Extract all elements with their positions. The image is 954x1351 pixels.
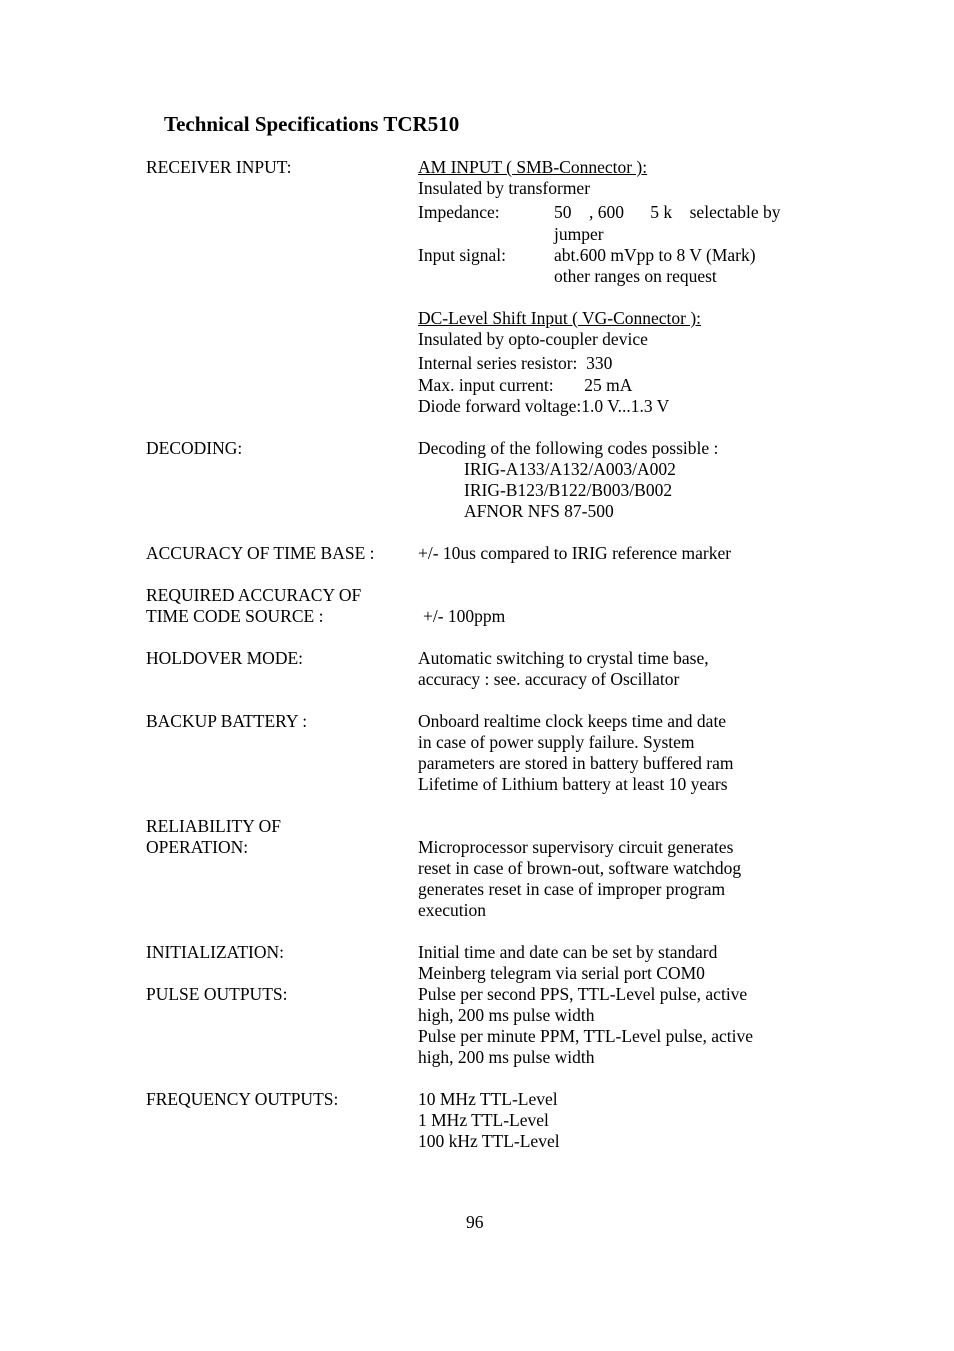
pulse-outputs-label: PULSE OUTPUTS: bbox=[146, 984, 288, 1004]
backup-battery-line: parameters are stored in battery buffered ram bbox=[418, 753, 734, 773]
frequency-outputs-label: FREQUENCY OUTPUTS: bbox=[146, 1089, 339, 1109]
required-accuracy-label-cont: TIME CODE SOURCE : bbox=[146, 606, 324, 626]
accuracy-value: +/- 10us compared to IRIG reference marker bbox=[418, 543, 732, 563]
holdover-line: accuracy : see. accuracy of Oscillator bbox=[418, 669, 680, 689]
input-signal-value-cont: other ranges on request bbox=[554, 266, 717, 286]
reliability-label: RELIABILITY OF bbox=[146, 816, 281, 836]
initialization-label: INITIALIZATION: bbox=[146, 942, 285, 962]
reliability-line: Microprocessor supervisory circuit generates bbox=[418, 837, 734, 857]
reliability-line: reset in case of brown-out, software watchdog bbox=[418, 858, 742, 878]
frequency-outputs-line: 100 kHz TTL-Level bbox=[418, 1131, 560, 1151]
decoding-line: Decoding of the following codes possible : bbox=[418, 438, 719, 458]
backup-battery-label: BACKUP BATTERY : bbox=[146, 711, 308, 731]
dc-input-line: Max. input current: 25 mA bbox=[418, 375, 633, 395]
decoding-code: IRIG-B123/B122/B003/B002 bbox=[464, 480, 673, 500]
pulse-outputs-line: Pulse per minute PPM, TTL-Level pulse, active bbox=[418, 1026, 754, 1046]
decoding-code: AFNOR NFS 87-500 bbox=[464, 501, 614, 521]
frequency-outputs-line: 1 MHz TTL-Level bbox=[418, 1110, 549, 1130]
dc-input-heading: DC-Level Shift Input ( VG-Connector ): bbox=[418, 308, 702, 328]
input-signal-value: abt.600 mVpp to 8 V (Mark) bbox=[554, 245, 756, 265]
dc-input-line: Insulated by opto-coupler device bbox=[418, 329, 648, 349]
pulse-outputs-line: high, 200 ms pulse width bbox=[418, 1047, 595, 1067]
required-accuracy-label: REQUIRED ACCURACY OF bbox=[146, 585, 362, 605]
decoding-code: IRIG-A133/A132/A003/A002 bbox=[464, 459, 676, 479]
dc-input-line: Internal series resistor: 330 bbox=[418, 353, 613, 373]
input-signal-label: Input signal: bbox=[418, 245, 506, 265]
holdover-label: HOLDOVER MODE: bbox=[146, 648, 304, 668]
dc-input-line: Diode forward voltage:1.0 V...1.3 V bbox=[418, 396, 670, 416]
impedance-value: 50 , 600 5 k selectable by bbox=[554, 202, 781, 222]
required-accuracy-value: +/- 100ppm bbox=[423, 606, 506, 626]
reliability-label-cont: OPERATION: bbox=[146, 837, 249, 857]
reliability-line: generates reset in case of improper program bbox=[418, 879, 726, 899]
frequency-outputs-line: 10 MHz TTL-Level bbox=[418, 1089, 558, 1109]
initialization-line: Meinberg telegram via serial port COM0 bbox=[418, 963, 705, 983]
receiver-input-label: RECEIVER INPUT: bbox=[146, 157, 292, 177]
backup-battery-line: in case of power supply failure. System bbox=[418, 732, 695, 752]
initialization-line: Initial time and date can be set by standard bbox=[418, 942, 718, 962]
pulse-outputs-line: Pulse per second PPS, TTL-Level pulse, active bbox=[418, 984, 748, 1004]
backup-battery-line: Onboard realtime clock keeps time and date bbox=[418, 711, 727, 731]
backup-battery-line: Lifetime of Lithium battery at least 10 years bbox=[418, 774, 728, 794]
pulse-outputs-line: high, 200 ms pulse width bbox=[418, 1005, 595, 1025]
decoding-label: DECODING: bbox=[146, 438, 243, 458]
am-input-heading: AM INPUT ( SMB-Connector ): bbox=[418, 157, 648, 177]
accuracy-label: ACCURACY OF TIME BASE : bbox=[146, 543, 375, 563]
page-title: Technical Specifications TCR510 bbox=[164, 112, 460, 136]
impedance-label: Impedance: bbox=[418, 202, 500, 222]
holdover-line: Automatic switching to crystal time base, bbox=[418, 648, 709, 668]
reliability-line: execution bbox=[418, 900, 487, 920]
am-input-line: Insulated by transformer bbox=[418, 178, 591, 198]
impedance-value-cont: jumper bbox=[554, 224, 604, 244]
page-number: 96 bbox=[466, 1212, 484, 1232]
